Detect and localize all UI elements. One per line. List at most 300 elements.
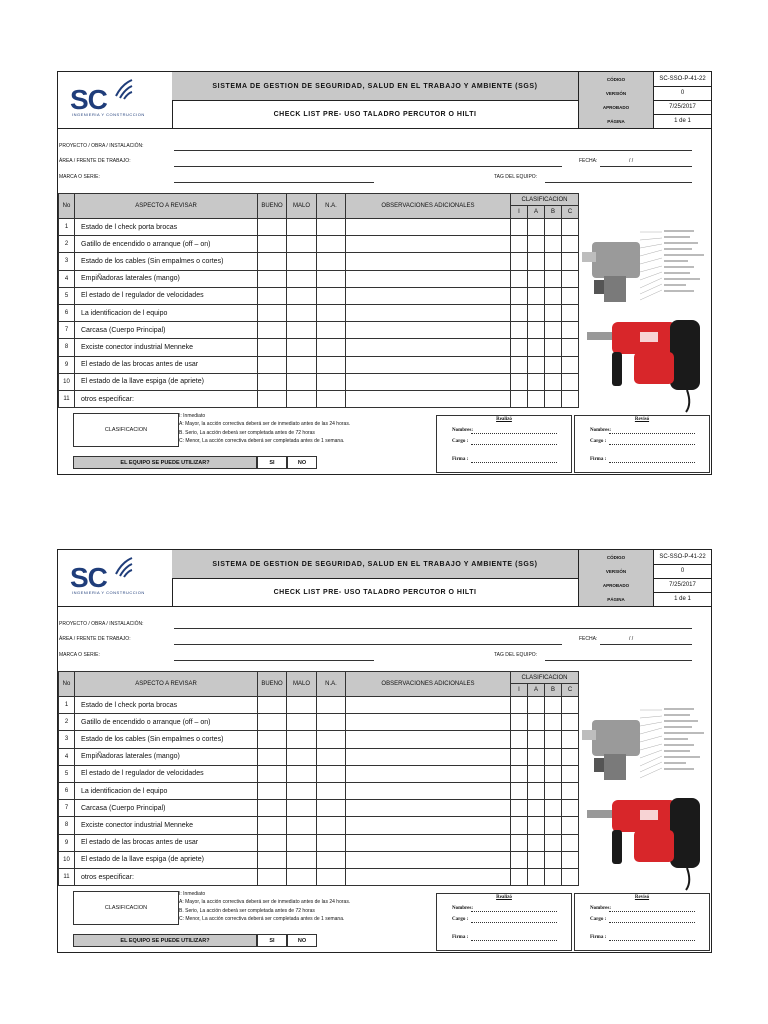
meta-label: CÓDIGO bbox=[579, 550, 654, 564]
row-malo-cell[interactable] bbox=[287, 835, 317, 852]
row-na-cell[interactable] bbox=[317, 236, 346, 253]
use-no-option[interactable]: NO bbox=[287, 456, 317, 469]
col-clasificacion-header: CLASIFICACION bbox=[511, 193, 579, 206]
row-na-cell[interactable] bbox=[317, 697, 346, 714]
row-obs-cell[interactable] bbox=[346, 766, 511, 783]
row-bueno-cell[interactable] bbox=[258, 783, 287, 800]
row-aspect: El estado de las brocas antes de usar bbox=[75, 357, 258, 374]
row-a-cell[interactable] bbox=[528, 374, 545, 391]
row-malo-cell[interactable] bbox=[287, 817, 317, 834]
row-number: 9 bbox=[58, 835, 75, 852]
row-b-cell[interactable] bbox=[545, 219, 562, 236]
row-a-cell[interactable] bbox=[528, 339, 545, 356]
input-proyecto[interactable] bbox=[174, 150, 692, 151]
col-no-header: No bbox=[58, 671, 75, 697]
row-c-cell[interactable] bbox=[562, 869, 579, 886]
row-malo-cell[interactable] bbox=[287, 322, 317, 339]
checklist-sheet-1 bbox=[57, 71, 712, 475]
form-title: CHECK LIST PRE- USO TALADRO PERCUTOR O HILTI bbox=[172, 578, 579, 606]
red-drill-motor bbox=[634, 830, 674, 862]
row-a-cell[interactable] bbox=[528, 731, 545, 748]
row-b-cell[interactable] bbox=[545, 869, 562, 886]
row-b-cell[interactable] bbox=[545, 714, 562, 731]
row-bueno-cell[interactable] bbox=[258, 835, 287, 852]
row-malo-cell[interactable] bbox=[287, 339, 317, 356]
row-malo-cell[interactable] bbox=[287, 236, 317, 253]
row-i-cell[interactable] bbox=[511, 852, 528, 869]
row-a-cell[interactable] bbox=[528, 305, 545, 322]
row-aspect: EmpiÑadoras laterales (mango) bbox=[75, 271, 258, 288]
row-b-cell[interactable] bbox=[545, 852, 562, 869]
col-clasificacion-header: CLASIFICACION bbox=[511, 671, 579, 684]
meta-label: APROBADO bbox=[579, 578, 654, 592]
row-bueno-cell[interactable] bbox=[258, 749, 287, 766]
row-obs-cell[interactable] bbox=[346, 288, 511, 305]
signature-firma-line[interactable] bbox=[609, 940, 695, 941]
row-number: 11 bbox=[58, 869, 75, 886]
signature-firma-line[interactable] bbox=[471, 940, 557, 941]
row-na-cell[interactable] bbox=[317, 288, 346, 305]
row-c-cell[interactable] bbox=[562, 271, 579, 288]
row-i-cell[interactable] bbox=[511, 219, 528, 236]
input-fecha[interactable]: / / bbox=[629, 158, 634, 164]
signature-firma-line[interactable] bbox=[609, 462, 695, 463]
row-bueno-cell[interactable] bbox=[258, 374, 287, 391]
row-b-cell[interactable] bbox=[545, 749, 562, 766]
row-i-cell[interactable] bbox=[511, 374, 528, 391]
row-malo-cell[interactable] bbox=[287, 800, 317, 817]
row-b-cell[interactable] bbox=[545, 305, 562, 322]
signature-cargo-line[interactable] bbox=[471, 922, 557, 923]
row-a-cell[interactable] bbox=[528, 322, 545, 339]
diagram-drill-chuck bbox=[582, 730, 596, 740]
input-tag[interactable] bbox=[545, 660, 692, 661]
row-obs-cell[interactable] bbox=[346, 339, 511, 356]
meta-value: 7/25/2017 bbox=[669, 582, 696, 588]
row-a-cell[interactable] bbox=[528, 783, 545, 800]
row-a-cell[interactable] bbox=[528, 800, 545, 817]
system-title: SISTEMA DE GESTION DE SEGURIDAD, SALUD EN EL TRABAJO Y AMBIENTE (SGS) bbox=[172, 550, 579, 579]
row-obs-cell[interactable] bbox=[346, 783, 511, 800]
row-a-cell[interactable] bbox=[528, 817, 545, 834]
meta-value: SC-SSO-P-41-22 bbox=[659, 554, 706, 560]
row-i-cell[interactable] bbox=[511, 391, 528, 408]
row-c-cell[interactable] bbox=[562, 219, 579, 236]
signature-cargo-line[interactable] bbox=[609, 444, 695, 445]
row-bueno-cell[interactable] bbox=[258, 288, 287, 305]
signature-firma-label: Firma : bbox=[452, 935, 469, 940]
col-b-header: B bbox=[545, 206, 562, 219]
row-obs-cell[interactable] bbox=[346, 357, 511, 374]
row-i-cell[interactable] bbox=[511, 253, 528, 270]
row-na-cell[interactable] bbox=[317, 869, 346, 886]
row-aspect: El estado de la llave espiga (de apriete) bbox=[75, 852, 258, 869]
col-i-header: I bbox=[511, 684, 528, 697]
signature-firma-label: Firma : bbox=[590, 457, 607, 462]
col-a-header: A bbox=[528, 684, 545, 697]
row-malo-cell[interactable] bbox=[287, 714, 317, 731]
row-i-cell[interactable] bbox=[511, 236, 528, 253]
row-obs-cell[interactable] bbox=[346, 219, 511, 236]
row-c-cell[interactable] bbox=[562, 322, 579, 339]
signature-firma-label: Firma : bbox=[452, 457, 469, 462]
row-b-cell[interactable] bbox=[545, 800, 562, 817]
row-a-cell[interactable] bbox=[528, 357, 545, 374]
input-marca[interactable] bbox=[174, 660, 374, 661]
row-na-cell[interactable] bbox=[317, 800, 346, 817]
use-si-option[interactable]: SI bbox=[257, 934, 287, 947]
row-malo-cell[interactable] bbox=[287, 766, 317, 783]
row-i-cell[interactable] bbox=[511, 800, 528, 817]
row-b-cell[interactable] bbox=[545, 817, 562, 834]
row-i-cell[interactable] bbox=[511, 835, 528, 852]
meta-row-aprobado bbox=[579, 100, 711, 115]
label-tag: TAG DEL EQUIPO: bbox=[494, 174, 538, 180]
use-no-option[interactable]: NO bbox=[287, 934, 317, 947]
row-b-cell[interactable] bbox=[545, 339, 562, 356]
label-fecha: FECHA: bbox=[579, 158, 598, 164]
criterion-a: A: Mayor, la acción correctiva deberá ser de inmediato antes de las 24 horas. bbox=[179, 899, 351, 906]
row-bueno-cell[interactable] bbox=[258, 322, 287, 339]
meta-row-codigo bbox=[579, 550, 711, 565]
row-obs-cell[interactable] bbox=[346, 731, 511, 748]
red-drill-label bbox=[640, 810, 658, 820]
clasificacion-label: CLASIFICACION bbox=[104, 905, 148, 911]
row-i-cell[interactable] bbox=[511, 766, 528, 783]
row-aspect: La identificacion de l equipo bbox=[75, 305, 258, 322]
signature-nombres-line[interactable] bbox=[471, 911, 557, 912]
logo-arcs-icon bbox=[114, 78, 134, 100]
row-b-cell[interactable] bbox=[545, 236, 562, 253]
red-drill-chuck bbox=[587, 810, 615, 818]
diagram-legend-lines bbox=[664, 230, 704, 292]
logo-subtitle: INGENIERIA Y CONSTRUCCION bbox=[72, 590, 145, 595]
red-drill-label bbox=[640, 332, 658, 342]
row-bueno-cell[interactable] bbox=[258, 800, 287, 817]
row-b-cell[interactable] bbox=[545, 835, 562, 852]
fecha-line bbox=[600, 166, 692, 167]
row-obs-cell[interactable] bbox=[346, 817, 511, 834]
signature-nombres-label: Nombres: bbox=[452, 906, 474, 911]
clasificacion-label: CLASIFICACION bbox=[104, 427, 148, 433]
row-c-cell[interactable] bbox=[562, 288, 579, 305]
row-na-cell[interactable] bbox=[317, 391, 346, 408]
meta-label: APROBADO bbox=[579, 100, 654, 114]
row-c-cell[interactable] bbox=[562, 817, 579, 834]
row-i-cell[interactable] bbox=[511, 339, 528, 356]
row-number: 6 bbox=[58, 305, 75, 322]
signature-nombres-label: Nombres: bbox=[452, 428, 474, 433]
row-i-cell[interactable] bbox=[511, 731, 528, 748]
col-a-header: A bbox=[528, 206, 545, 219]
row-aspect: Gatillo de encendido o arranque (off – on) bbox=[75, 714, 258, 731]
input-area[interactable] bbox=[174, 166, 562, 167]
col-c-header: C bbox=[562, 206, 579, 219]
row-bueno-cell[interactable] bbox=[258, 236, 287, 253]
row-malo-cell[interactable] bbox=[287, 749, 317, 766]
signature-title: Revisó bbox=[634, 417, 650, 422]
row-obs-cell[interactable] bbox=[346, 697, 511, 714]
row-malo-cell[interactable] bbox=[287, 697, 317, 714]
row-b-cell[interactable] bbox=[545, 697, 562, 714]
col-obs-header: OBSERVACIONES ADICIONALES bbox=[346, 671, 511, 697]
row-number: 6 bbox=[58, 783, 75, 800]
logo-arcs-icon bbox=[114, 556, 134, 578]
row-na-cell[interactable] bbox=[317, 714, 346, 731]
row-i-cell[interactable] bbox=[511, 357, 528, 374]
col-obs-header: OBSERVACIONES ADICIONALES bbox=[346, 193, 511, 219]
row-c-cell[interactable] bbox=[562, 835, 579, 852]
use-question: EL EQUIPO SE PUEDE UTILIZAR? bbox=[73, 456, 257, 469]
row-bueno-cell[interactable] bbox=[258, 766, 287, 783]
row-na-cell[interactable] bbox=[317, 357, 346, 374]
row-bueno-cell[interactable] bbox=[258, 731, 287, 748]
row-bueno-cell[interactable] bbox=[258, 869, 287, 886]
row-malo-cell[interactable] bbox=[287, 305, 317, 322]
row-c-cell[interactable] bbox=[562, 357, 579, 374]
label-proyecto: PROYECTO / OBRA / INSTALACIÓN: bbox=[59, 621, 144, 627]
row-malo-cell[interactable] bbox=[287, 869, 317, 886]
row-c-cell[interactable] bbox=[562, 766, 579, 783]
row-obs-cell[interactable] bbox=[346, 253, 511, 270]
row-a-cell[interactable] bbox=[528, 869, 545, 886]
row-malo-cell[interactable] bbox=[287, 374, 317, 391]
row-na-cell[interactable] bbox=[317, 374, 346, 391]
row-a-cell[interactable] bbox=[528, 391, 545, 408]
use-question: EL EQUIPO SE PUEDE UTILIZAR? bbox=[73, 934, 257, 947]
signature-title: Revisó bbox=[634, 895, 650, 900]
row-bueno-cell[interactable] bbox=[258, 357, 287, 374]
row-na-cell[interactable] bbox=[317, 852, 346, 869]
row-bueno-cell[interactable] bbox=[258, 253, 287, 270]
row-b-cell[interactable] bbox=[545, 391, 562, 408]
row-number: 5 bbox=[58, 288, 75, 305]
row-na-cell[interactable] bbox=[317, 766, 346, 783]
row-c-cell[interactable] bbox=[562, 783, 579, 800]
row-b-cell[interactable] bbox=[545, 783, 562, 800]
input-marca[interactable] bbox=[174, 182, 374, 183]
row-a-cell[interactable] bbox=[528, 288, 545, 305]
row-malo-cell[interactable] bbox=[287, 271, 317, 288]
row-a-cell[interactable] bbox=[528, 835, 545, 852]
row-na-cell[interactable] bbox=[317, 253, 346, 270]
row-number: 4 bbox=[58, 749, 75, 766]
row-b-cell[interactable] bbox=[545, 322, 562, 339]
row-obs-cell[interactable] bbox=[346, 749, 511, 766]
row-a-cell[interactable] bbox=[528, 714, 545, 731]
row-malo-cell[interactable] bbox=[287, 783, 317, 800]
row-obs-cell[interactable] bbox=[346, 305, 511, 322]
row-na-cell[interactable] bbox=[317, 817, 346, 834]
row-bueno-cell[interactable] bbox=[258, 817, 287, 834]
row-i-cell[interactable] bbox=[511, 749, 528, 766]
sheet-header bbox=[58, 72, 711, 129]
row-bueno-cell[interactable] bbox=[258, 339, 287, 356]
row-b-cell[interactable] bbox=[545, 271, 562, 288]
row-malo-cell[interactable] bbox=[287, 391, 317, 408]
row-a-cell[interactable] bbox=[528, 271, 545, 288]
row-obs-cell[interactable] bbox=[346, 271, 511, 288]
diagram-drill-handle bbox=[604, 754, 626, 780]
signature-nombres-line[interactable] bbox=[609, 911, 695, 912]
meta-row-pagina bbox=[579, 592, 711, 606]
row-aspect: Estado de l check porta brocas bbox=[75, 219, 258, 236]
row-obs-cell[interactable] bbox=[346, 714, 511, 731]
row-na-cell[interactable] bbox=[317, 271, 346, 288]
row-b-cell[interactable] bbox=[545, 374, 562, 391]
row-i-cell[interactable] bbox=[511, 305, 528, 322]
row-obs-cell[interactable] bbox=[346, 322, 511, 339]
input-fecha[interactable]: / / bbox=[629, 636, 634, 642]
label-area: ÁREA / FRENTE DE TRABAJO: bbox=[59, 158, 131, 164]
row-malo-cell[interactable] bbox=[287, 731, 317, 748]
diagram-drill-body bbox=[592, 720, 640, 756]
label-area: ÁREA / FRENTE DE TRABAJO: bbox=[59, 636, 131, 642]
col-no-header: No bbox=[58, 193, 75, 219]
row-bueno-cell[interactable] bbox=[258, 305, 287, 322]
row-i-cell[interactable] bbox=[511, 288, 528, 305]
row-malo-cell[interactable] bbox=[287, 253, 317, 270]
row-i-cell[interactable] bbox=[511, 714, 528, 731]
meta-row-version bbox=[579, 86, 711, 101]
row-obs-cell[interactable] bbox=[346, 374, 511, 391]
row-bueno-cell[interactable] bbox=[258, 271, 287, 288]
row-na-cell[interactable] bbox=[317, 835, 346, 852]
signature-reviso bbox=[574, 893, 710, 951]
row-c-cell[interactable] bbox=[562, 852, 579, 869]
row-a-cell[interactable] bbox=[528, 697, 545, 714]
row-na-cell[interactable] bbox=[317, 305, 346, 322]
label-marca: MARCA O SERIE: bbox=[59, 652, 100, 658]
checklist-sheet-2 bbox=[57, 549, 712, 953]
col-bueno-header: BUENO bbox=[258, 193, 287, 219]
row-obs-cell[interactable] bbox=[346, 236, 511, 253]
row-number: 7 bbox=[58, 800, 75, 817]
signature-reviso bbox=[574, 415, 710, 473]
row-c-cell[interactable] bbox=[562, 339, 579, 356]
row-bueno-cell[interactable] bbox=[258, 697, 287, 714]
signature-cargo-line[interactable] bbox=[471, 444, 557, 445]
row-b-cell[interactable] bbox=[545, 731, 562, 748]
input-area[interactable] bbox=[174, 644, 562, 645]
row-c-cell[interactable] bbox=[562, 253, 579, 270]
meta-label: PÁGINA bbox=[579, 114, 654, 128]
signature-cargo-label: Cargo : bbox=[590, 917, 607, 922]
signature-nombres-line[interactable] bbox=[471, 433, 557, 434]
row-obs-cell[interactable] bbox=[346, 852, 511, 869]
row-bueno-cell[interactable] bbox=[258, 852, 287, 869]
row-c-cell[interactable] bbox=[562, 714, 579, 731]
row-c-cell[interactable] bbox=[562, 731, 579, 748]
row-a-cell[interactable] bbox=[528, 766, 545, 783]
row-c-cell[interactable] bbox=[562, 800, 579, 817]
row-aspect: El estado de l regulador de velocidades bbox=[75, 766, 258, 783]
row-c-cell[interactable] bbox=[562, 305, 579, 322]
row-bueno-cell[interactable] bbox=[258, 714, 287, 731]
row-b-cell[interactable] bbox=[545, 253, 562, 270]
company-logo bbox=[58, 550, 173, 606]
use-si-option[interactable]: SI bbox=[257, 456, 287, 469]
row-aspect: El estado de l regulador de velocidades bbox=[75, 288, 258, 305]
hammer-drill-image bbox=[582, 702, 710, 892]
row-malo-cell[interactable] bbox=[287, 357, 317, 374]
input-tag[interactable] bbox=[545, 182, 692, 183]
row-a-cell[interactable] bbox=[528, 749, 545, 766]
row-malo-cell[interactable] bbox=[287, 219, 317, 236]
row-i-cell[interactable] bbox=[511, 271, 528, 288]
row-a-cell[interactable] bbox=[528, 852, 545, 869]
row-b-cell[interactable] bbox=[545, 766, 562, 783]
row-aspect: Carcasa (Cuerpo Principal) bbox=[75, 800, 258, 817]
row-number: 1 bbox=[58, 697, 75, 714]
row-c-cell[interactable] bbox=[562, 374, 579, 391]
row-c-cell[interactable] bbox=[562, 697, 579, 714]
row-i-cell[interactable] bbox=[511, 869, 528, 886]
row-obs-cell[interactable] bbox=[346, 835, 511, 852]
row-c-cell[interactable] bbox=[562, 391, 579, 408]
row-bueno-cell[interactable] bbox=[258, 219, 287, 236]
document-meta bbox=[579, 72, 711, 128]
row-number: 8 bbox=[58, 817, 75, 834]
row-a-cell[interactable] bbox=[528, 253, 545, 270]
criterion-c: C: Menor, La acción correctiva deberá ser completada antes de 1 semana. bbox=[179, 916, 345, 923]
input-proyecto[interactable] bbox=[174, 628, 692, 629]
company-logo bbox=[58, 72, 173, 128]
row-b-cell[interactable] bbox=[545, 357, 562, 374]
row-obs-cell[interactable] bbox=[346, 391, 511, 408]
diagram-drill-chuck bbox=[582, 252, 596, 262]
red-drill-handle bbox=[670, 320, 700, 390]
col-aspecto-header: ASPECTO A REVISAR bbox=[75, 193, 258, 219]
row-number: 9 bbox=[58, 357, 75, 374]
row-a-cell[interactable] bbox=[528, 219, 545, 236]
row-malo-cell[interactable] bbox=[287, 288, 317, 305]
signature-firma-line[interactable] bbox=[471, 462, 557, 463]
row-obs-cell[interactable] bbox=[346, 869, 511, 886]
red-drill-cable bbox=[686, 390, 689, 412]
row-na-cell[interactable] bbox=[317, 339, 346, 356]
row-a-cell[interactable] bbox=[528, 236, 545, 253]
row-na-cell[interactable] bbox=[317, 749, 346, 766]
row-number: 2 bbox=[58, 714, 75, 731]
row-i-cell[interactable] bbox=[511, 697, 528, 714]
row-na-cell[interactable] bbox=[317, 731, 346, 748]
meta-label: CÓDIGO bbox=[579, 72, 654, 86]
meta-label: VERSIÓN bbox=[579, 564, 654, 578]
criterion-c: C: Menor, La acción correctiva deberá ser completada antes de 1 semana. bbox=[179, 438, 345, 445]
row-b-cell[interactable] bbox=[545, 288, 562, 305]
row-i-cell[interactable] bbox=[511, 817, 528, 834]
row-na-cell[interactable] bbox=[317, 322, 346, 339]
hammer-drill-image bbox=[582, 224, 710, 414]
signature-nombres-line[interactable] bbox=[609, 433, 695, 434]
row-i-cell[interactable] bbox=[511, 322, 528, 339]
row-malo-cell[interactable] bbox=[287, 852, 317, 869]
row-na-cell[interactable] bbox=[317, 783, 346, 800]
row-c-cell[interactable] bbox=[562, 749, 579, 766]
signature-cargo-label: Cargo : bbox=[590, 439, 607, 444]
row-aspect: La identificacion de l equipo bbox=[75, 783, 258, 800]
signature-cargo-label: Cargo : bbox=[452, 439, 469, 444]
row-na-cell[interactable] bbox=[317, 219, 346, 236]
criterion-b: B. Serio, La acción deberá ser completada antes de 72 horas bbox=[179, 907, 315, 914]
row-aspect: Carcasa (Cuerpo Principal) bbox=[75, 322, 258, 339]
row-i-cell[interactable] bbox=[511, 783, 528, 800]
row-obs-cell[interactable] bbox=[346, 800, 511, 817]
row-bueno-cell[interactable] bbox=[258, 391, 287, 408]
signature-cargo-line[interactable] bbox=[609, 922, 695, 923]
row-c-cell[interactable] bbox=[562, 236, 579, 253]
